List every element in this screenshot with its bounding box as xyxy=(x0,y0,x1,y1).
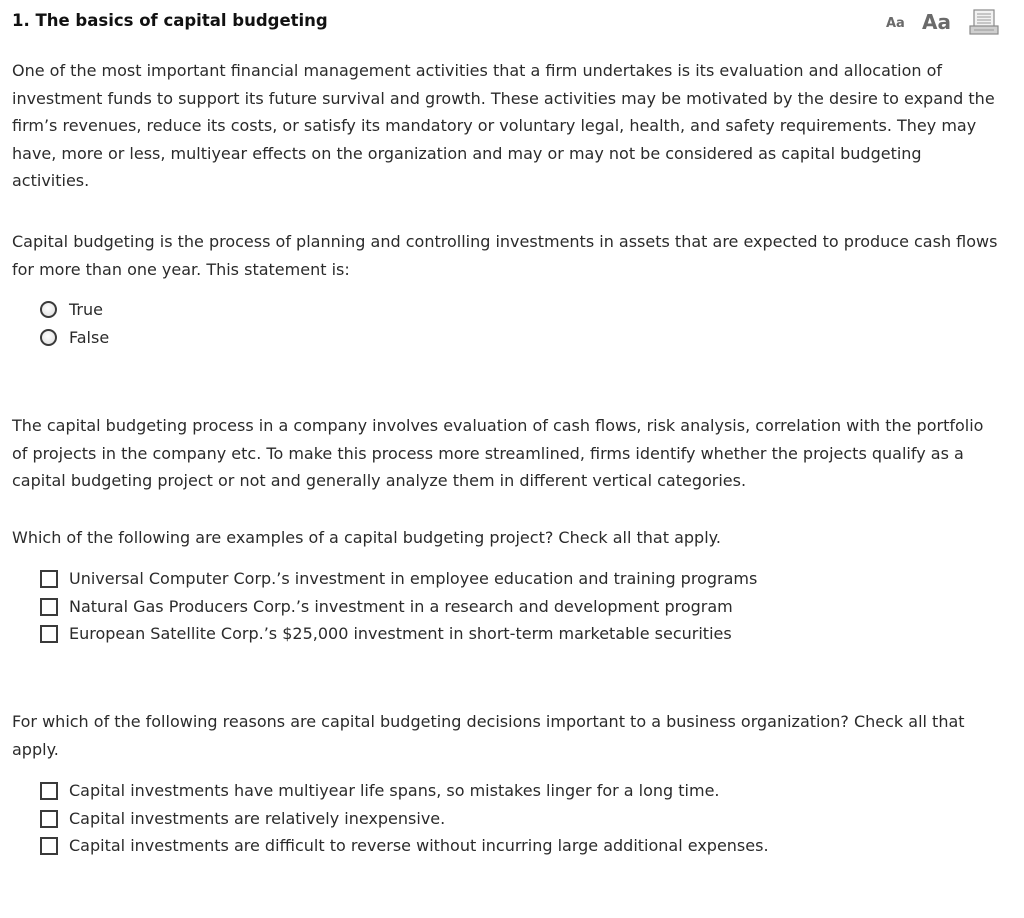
question-title: 1. The basics of capital budgeting xyxy=(12,11,328,30)
print-icon[interactable] xyxy=(968,8,1000,36)
option-label: Capital investments are relatively inexpensive. xyxy=(69,808,446,828)
radio-button[interactable] xyxy=(40,329,57,346)
checkbox[interactable] xyxy=(40,598,58,616)
option-label: True xyxy=(69,300,103,319)
checkbox[interactable] xyxy=(40,570,58,588)
q3-prompt: For which of the following reasons are capital budgeting decisions important to a business organization? Check all that apply. xyxy=(12,712,965,759)
option-label: Capital investments are difficult to reverse without incurring large additional expenses. xyxy=(69,836,769,855)
checkbox[interactable] xyxy=(40,810,58,828)
q2-prompt: Which of the following are examples of a capital budgeting project? Check all that apply. xyxy=(12,528,721,547)
option-label: Natural Gas Producers Corp.’s investment in a research and development program xyxy=(69,596,733,616)
option-label: Capital investments have multiyear life spans, so mistakes linger for a long time. xyxy=(69,781,720,800)
q1-prompt: Capital budgeting is the process of planning and controlling investments in assets that are expected to produce cash flows for more than one year. This statement is: xyxy=(12,232,998,279)
intro-paragraph: One of the most important financial management activities that a firm undertakes is its evaluation and allocation of investment funds to support its future survival and growth. These activities may be motivated by the desire to expand the firm’s revenues, reduce its costs, or satisfy its mandatory or voluntary legal, health, and safety requirements. They may have, more or less, multiyear effects on the organization and may or may not be considered as capital budgeting activities. xyxy=(12,61,995,190)
checkbox[interactable] xyxy=(40,782,58,800)
radio-button[interactable] xyxy=(40,301,57,318)
option-label: European Satellite Corp.’s $25,000 investment in short-term marketable securities xyxy=(69,624,732,643)
checkbox[interactable] xyxy=(40,837,58,855)
increase-font-button[interactable]: Aa xyxy=(922,10,951,34)
option-label: Universal Computer Corp.’s investment in employee education and training programs xyxy=(69,569,758,588)
option-label: False xyxy=(69,327,110,347)
decrease-font-button[interactable]: Aa xyxy=(886,16,905,31)
question-header xyxy=(12,10,1002,34)
checkbox[interactable] xyxy=(40,625,58,643)
context-paragraph: The capital budgeting process in a company involves evaluation of cash flows, risk analysis, correlation with the portfolio of projects in the company etc. To make this process more streamlined, firms identify whether the projects qualify as a capital budgeting project or not and generally analyze them in different vertical categories. xyxy=(12,416,984,490)
